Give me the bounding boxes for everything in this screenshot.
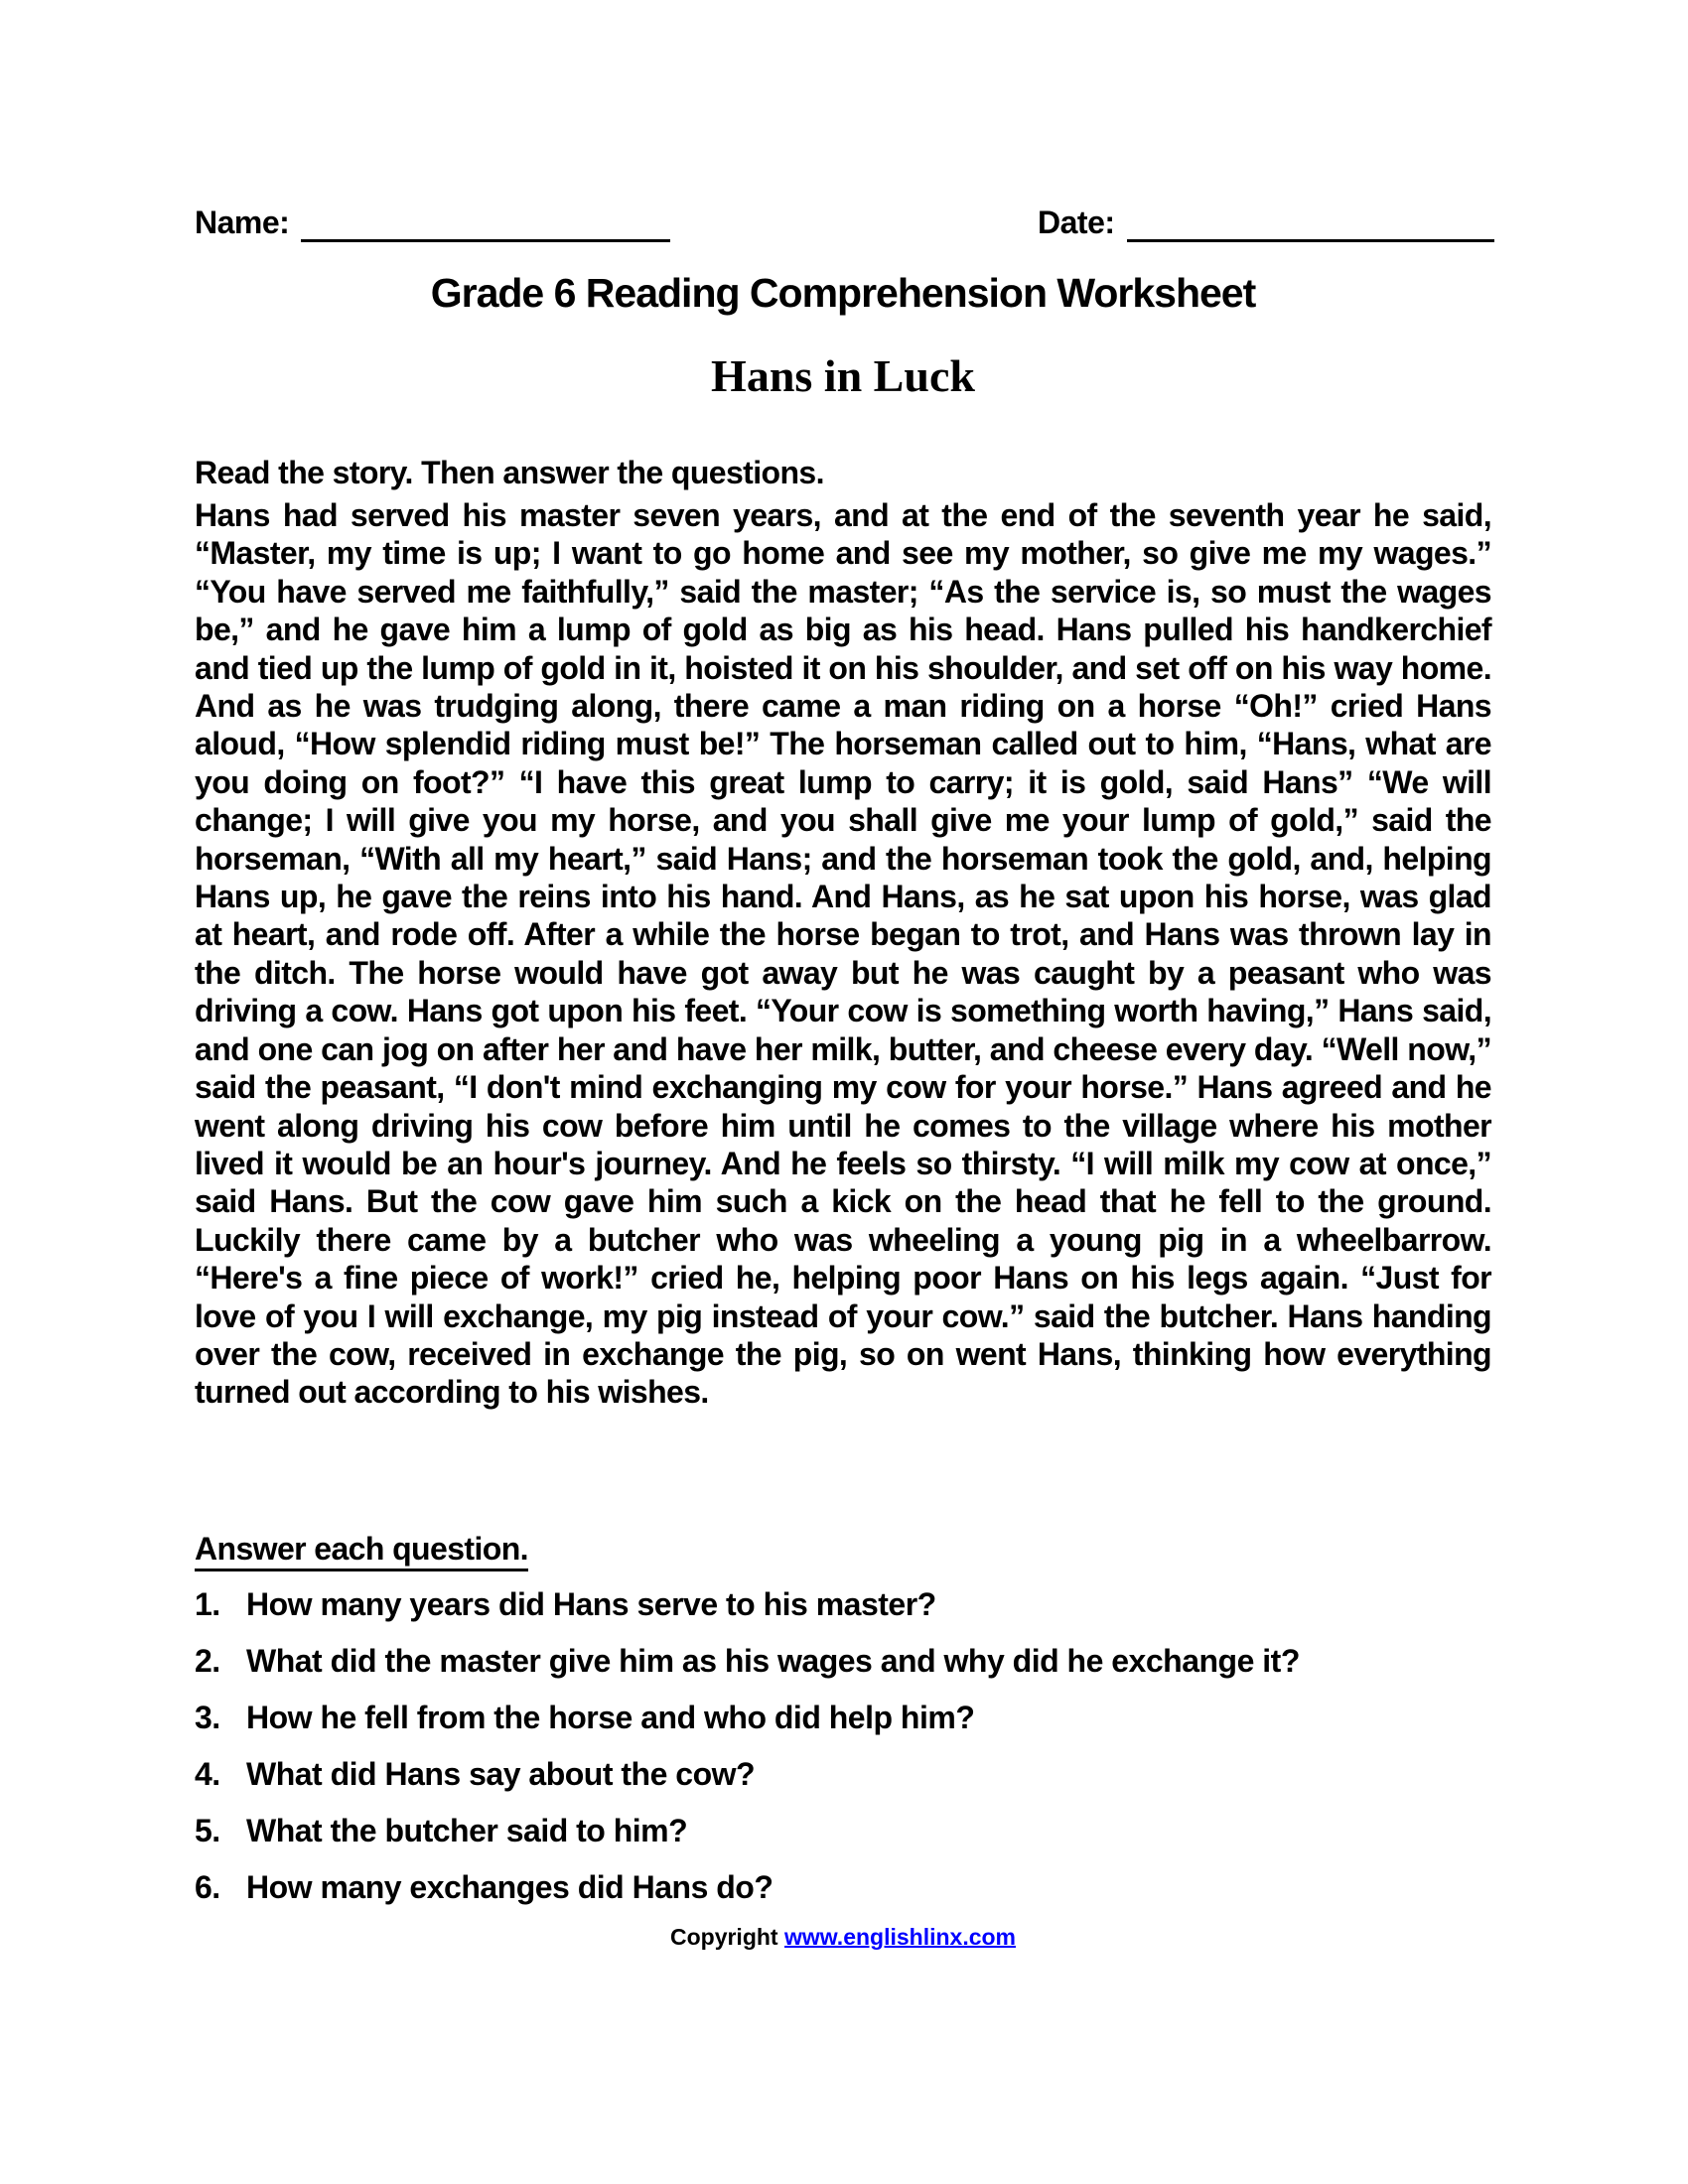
copyright-link[interactable]: www.englishlinx.com xyxy=(783,1924,1017,1950)
instructions-text: Read the story. Then answer the questions. xyxy=(195,455,824,490)
question-number: 4. xyxy=(195,1756,220,1792)
question-text: How many years did Hans serve to his master? xyxy=(246,1586,936,1622)
question-item xyxy=(195,1755,1491,1793)
date-label: Date: xyxy=(1038,205,1115,240)
question-item xyxy=(195,1699,1491,1736)
copyright-line xyxy=(195,1924,1491,1951)
question-item xyxy=(195,1585,1491,1623)
question-text: What the butcher said to him? xyxy=(246,1813,688,1848)
name-blank-line xyxy=(301,202,670,242)
question-text: How he fell from the horse and who did help him? xyxy=(246,1700,975,1735)
question-text: What did the master give him as his wages and why did he exchange it? xyxy=(246,1643,1300,1679)
question-item xyxy=(195,1812,1491,1849)
questions-list xyxy=(195,1585,1491,1925)
question-number: 2. xyxy=(195,1643,220,1679)
story-paragraph: Hans had served his master seven years, and at the end of the seventh year he said, “Master, my time is up; I want to go home and see my mother, so give me my wages.” “You have served me faithfully,” said the master; “As the service is, so must the wages be,” and he gave him a lump of gold as big as his head. Hans pulled his handkerchief and tied up the lump of gold in it, hoisted it on his shoulder, and set off on his way home. And as he was trudging along, there came a man riding on a horse “Oh!” cried Hans aloud, “How splendid riding must be!” The horseman called out to him, “Hans, what are you doing on foot?” “I have this great lump to carry; it is gold, said Hans” “We will change; I will give you my horse, and you shall give me your lump of gold,” said the horseman, “With all my heart,” said Hans; and the horseman took the gold, and, helping Hans up, he gave the reins into his hand. And Hans, as he sat upon his horse, was glad at heart, and rode off. After a while the horse began to trot, and Hans was thrown lay in the ditch. The horse would have got away but he was caught by a peasant who was driving a cow. Hans got upon his feet. “Your cow is something worth having,” Hans said, and one can jog on after her and have her milk, butter, and cheese every day. “Well now,” said the peasant, “I don't mind exchanging my cow for your horse.” Hans agreed and he went along driving his cow before him until he comes to the village where his mother lived it would be an hour's journey. And he feels so thirsty. “I will milk my cow at once,” said Hans. But the cow gave him such a kick on the head that he fell to the ground. Luckily there came by a butcher who was wheeling a young pig in a wheelbarrow. “Here's a fine piece of work!” cried he, helping poor Hans on his legs again. “Just for love of you I will exchange, my pig instead of your cow.” said the butcher. Hans handing over the cow, received in exchange the pig, so on went Hans, thinking how everything turned out according to his wishes. xyxy=(195,497,1491,1411)
questions-heading: Answer each question. xyxy=(195,1531,528,1571)
question-item xyxy=(195,1868,1491,1906)
story-title: Hans in Luck xyxy=(711,350,975,401)
question-number: 5. xyxy=(195,1813,220,1848)
copyright-label: Copyright xyxy=(669,1924,778,1950)
question-text: What did Hans say about the cow? xyxy=(246,1756,756,1792)
question-number: 6. xyxy=(195,1869,220,1905)
question-number: 1. xyxy=(195,1586,220,1622)
date-blank-line xyxy=(1127,202,1494,242)
question-text: How many exchanges did Hans do? xyxy=(246,1869,774,1905)
date-field xyxy=(1038,202,1494,242)
question-item xyxy=(195,1642,1491,1680)
name-field xyxy=(195,202,670,242)
worksheet-title: Grade 6 Reading Comprehension Worksheet xyxy=(430,270,1256,316)
name-label: Name: xyxy=(195,205,290,240)
question-number: 3. xyxy=(195,1700,220,1735)
